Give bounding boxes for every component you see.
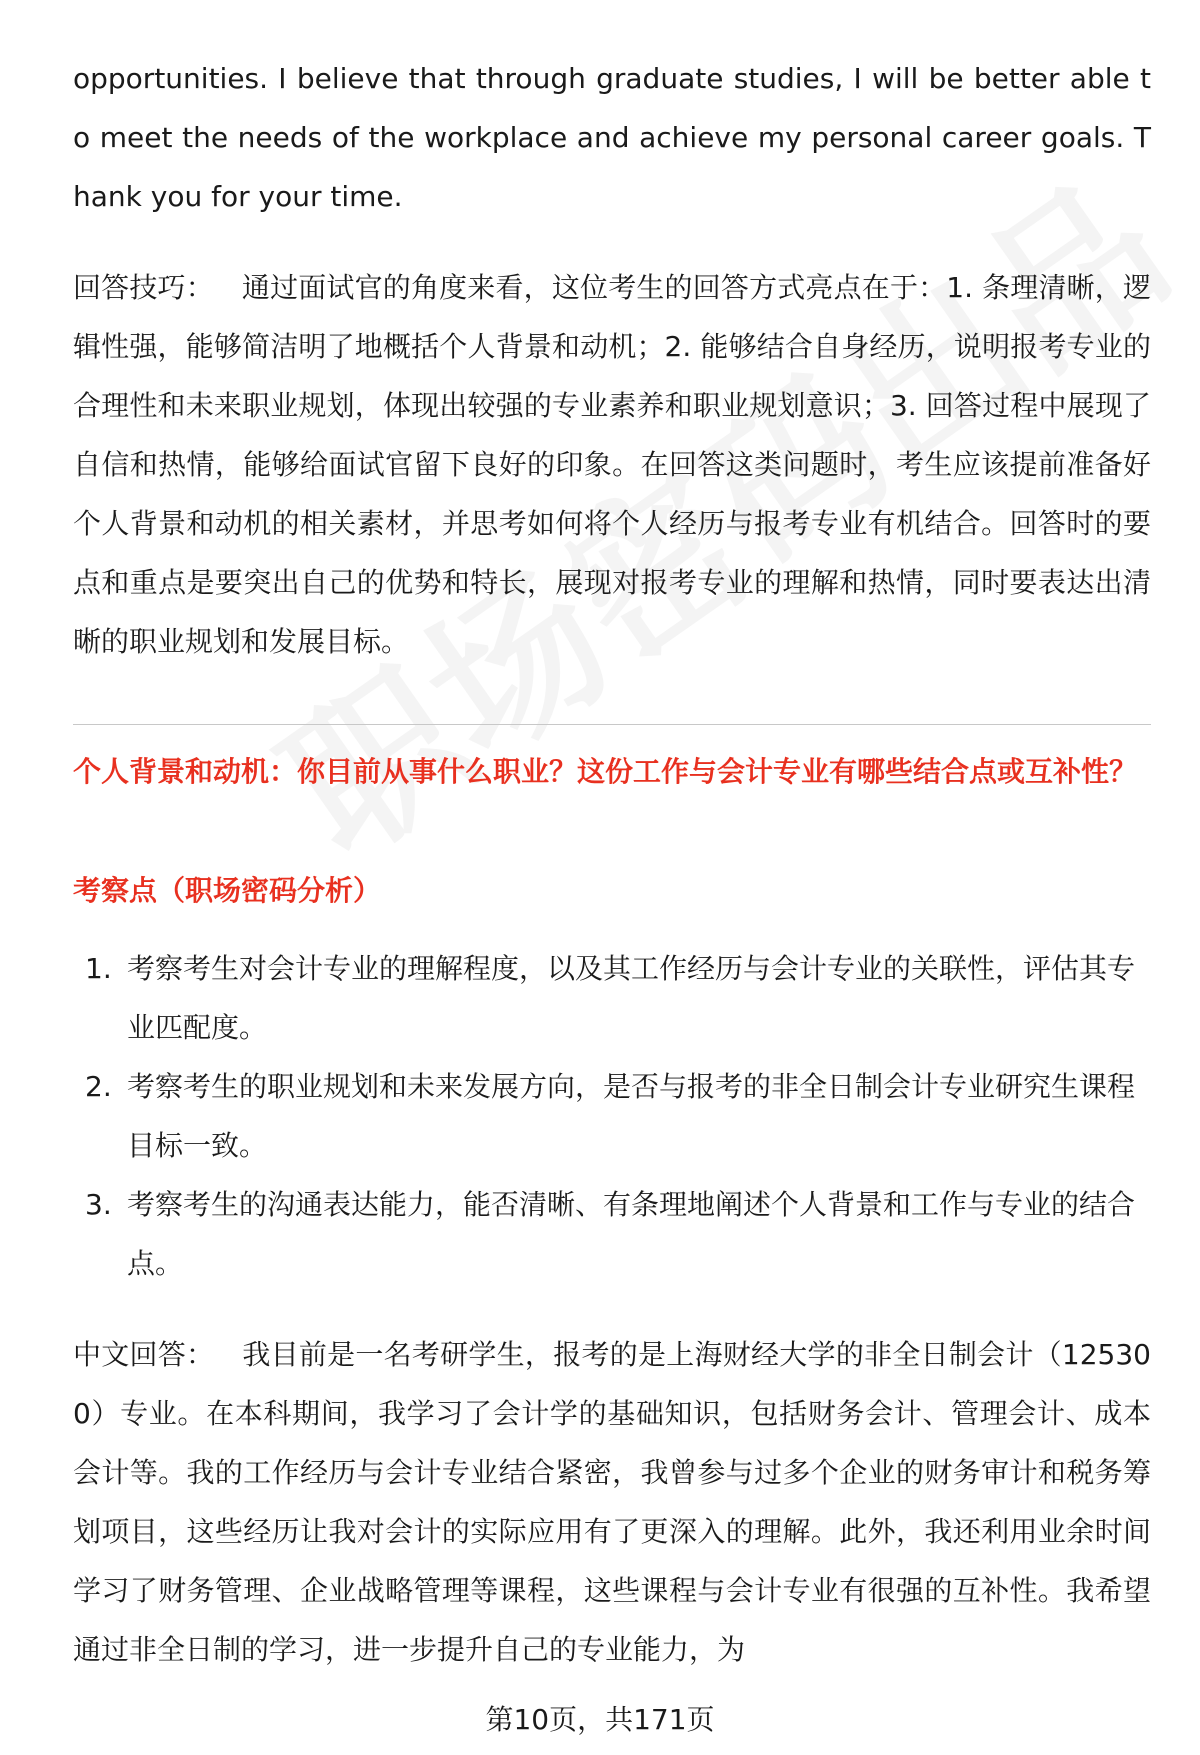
assessment-list bbox=[73, 939, 1151, 1293]
answer-tip-paragraph bbox=[73, 258, 1151, 671]
english-answer-paragraph: opportunities. I believe that through graduate studies, I will be better able to meet the needs of the workplace and achieve my personal career goals. Thank you for your time. bbox=[73, 62, 1151, 213]
question-heading: 个人背景和动机：你目前从事什么职业？这份工作与会计专业有哪些结合点或互补性？ bbox=[73, 755, 1138, 788]
list-item-text: 考察考生的职业规划和未来发展方向，是否与报考的非全日制会计专业研究生课程目标一致。 bbox=[127, 1070, 1136, 1162]
chinese-answer-text: 我目前是一名考研学生，报考的是上海财经大学的非全日制会计（125300）专业。在本科期间，我学习了会计学的基础知识，包括财务会计、管理会计、成本会计等。我的工作经历与会计专业结合紧密，我曾参与过多个企业的财务审计和税务筹划项目，这些经历让我对会计的实际应用有了更深入的理解。此外，我还利用业余时间学习了财务管理、企业战略管理等课程，这些课程与会计专业有很强的互补性。我希望通过非全日制的学习，进一步提升自己的专业能力，为 bbox=[73, 1338, 1151, 1666]
assessment-heading: 考察点（职场密码分析） bbox=[73, 874, 382, 907]
list-item-number: 2. bbox=[85, 1070, 112, 1103]
page-number-footer: 第10页，共171页 bbox=[485, 1703, 715, 1736]
list-item bbox=[73, 939, 1151, 1057]
list-item bbox=[73, 1175, 1151, 1293]
list-item-number: 3. bbox=[85, 1188, 112, 1221]
list-item-number: 1. bbox=[85, 952, 112, 985]
list-item bbox=[73, 1057, 1151, 1175]
chinese-answer-label: 中文回答： bbox=[73, 1338, 215, 1371]
tip-label: 回答技巧： bbox=[73, 271, 214, 304]
tip-text: 通过面试官的角度来看，这位考生的回答方式亮点在于：1. 条理清晰，逻辑性强，能够简洁明了地概括个人背景和动机；2. 能够结合自身经历，说明报考专业的合理性和未来职业规划，体现出较强的专业素养和职业规划意识；3. 回答过程中展现了自信和热情，能够给面试官留下良好的印象。在回答这类问题时，考生应该提前准备好个人背景和动机的相关素材，并思考如何将个人经历与报考专业有机结合。回答时的要点和重点是要突出自己的优势和特长，展现对报考专业的理解和热情，同时要表达出清晰的职业规划和发展目标。 bbox=[73, 271, 1151, 658]
list-item-text: 考察考生对会计专业的理解程度，以及其工作经历与会计专业的关联性，评估其专业匹配度。 bbox=[127, 952, 1136, 1044]
chinese-answer-paragraph bbox=[73, 1325, 1151, 1679]
list-item-text: 考察考生的沟通表达能力，能否清晰、有条理地阐述个人背景和工作与专业的结合点。 bbox=[127, 1188, 1136, 1280]
section-divider bbox=[73, 724, 1151, 725]
